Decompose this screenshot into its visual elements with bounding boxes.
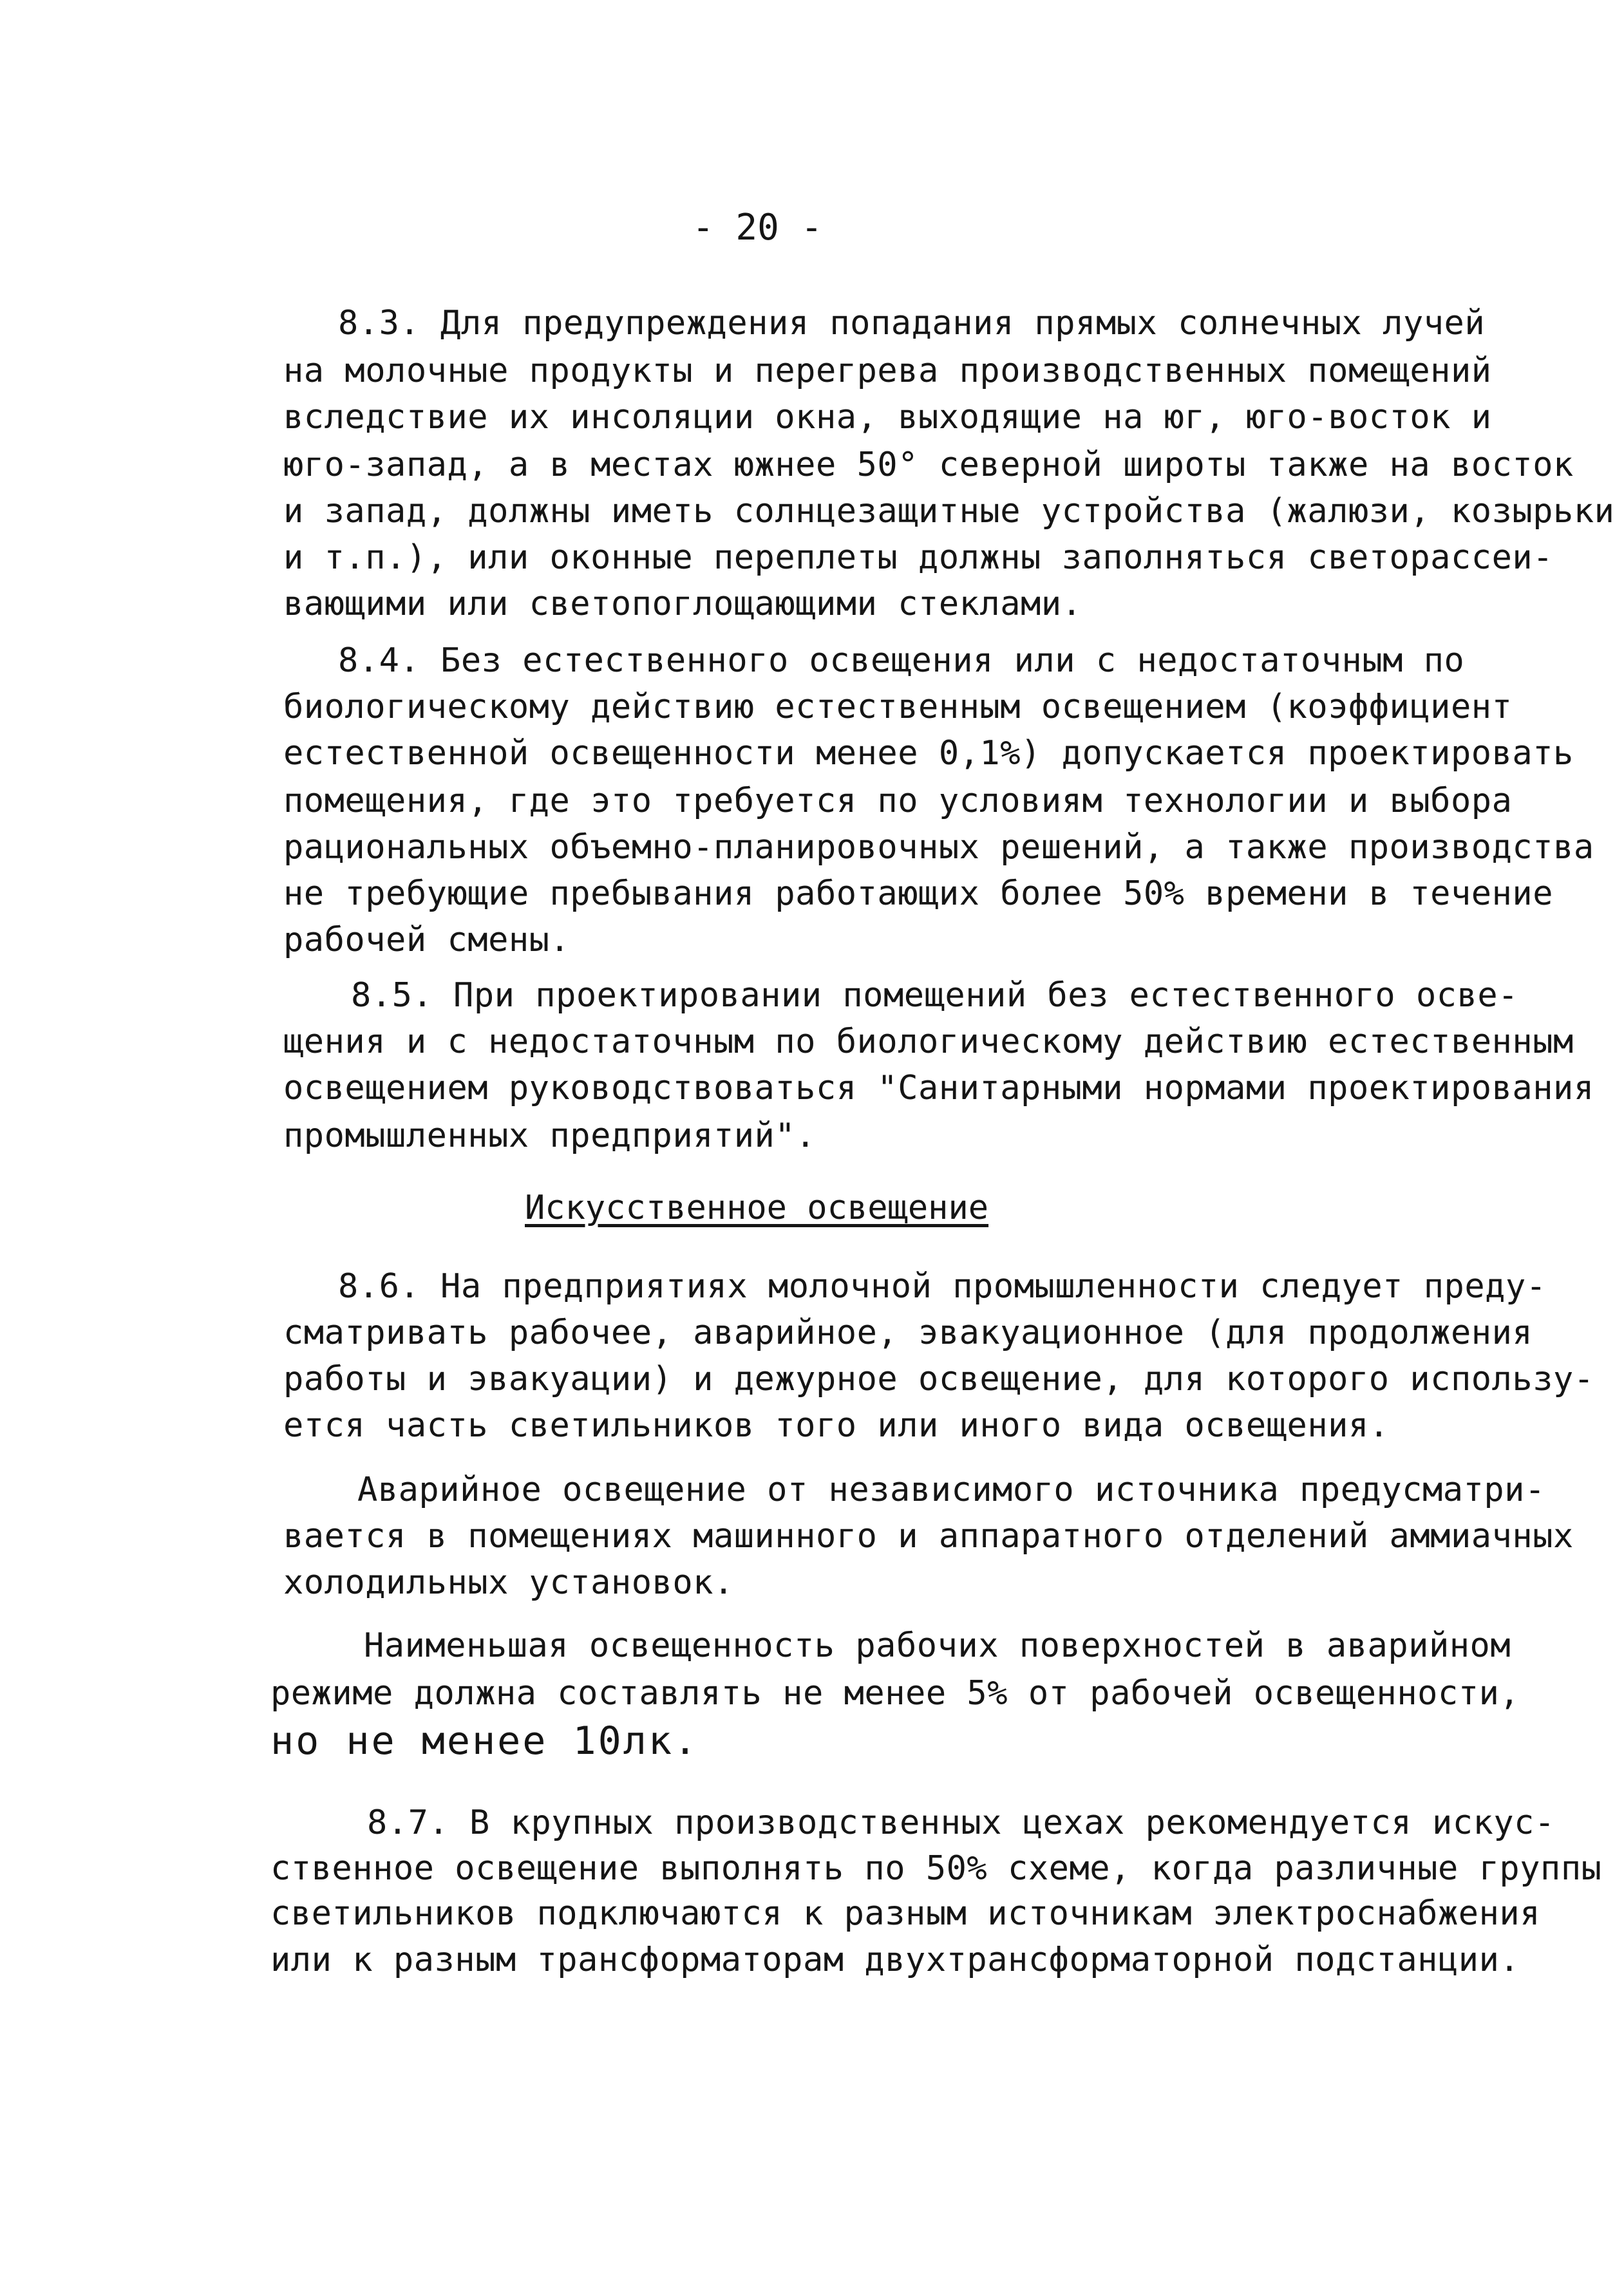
paragraph-line: 8.3. Для предупреждения попадания прямых солнечных лучей	[338, 304, 1486, 343]
paragraph-line: 8.5. При проектировании помещений без естественного осве-	[351, 976, 1518, 1015]
paragraph-line: Аварийное освещение от независимого источника предусматри-	[357, 1471, 1545, 1509]
paragraph-line: работы и эвакуации) и дежурное освещение, для которого использу-	[283, 1360, 1594, 1398]
paragraph-line: вающими или светопоглощающими стеклами.	[283, 585, 1082, 623]
paragraph-line: и запад, должны иметь солнцезащитные устройства (жалюзи, козырьки	[283, 492, 1615, 531]
paragraph-line: 8.6. На предприятиях молочной промышленности следует преду-	[338, 1267, 1547, 1306]
paragraph-line: рациональных объемно-планировочных решений, а также производства	[283, 828, 1594, 867]
paragraph-line: щения и с недостаточным по биологическому действию естественным	[283, 1022, 1574, 1061]
section-heading: Искусственное освещение	[525, 1189, 989, 1227]
paragraph-line: биологическому действию естественным освещением (коэффициент	[283, 688, 1513, 726]
paragraph-line: холодильных установок.	[283, 1563, 734, 1602]
paragraph-line: помещения, где это требуется по условиям технологии и выбора	[283, 782, 1513, 820]
paragraph-line: сматривать рабочее, аварийное, эвакуационное (для продолжения	[283, 1313, 1533, 1352]
paragraph-line: естественной освещенности менее 0,1%) допускается проектировать	[283, 734, 1574, 773]
paragraph-line: ственное освещение выполнять по 50% схеме, когда различные группы	[270, 1849, 1602, 1888]
paragraph-line: светильников подключаются к разным источникам электроснабжения	[270, 1894, 1541, 1933]
page-number: - 20 -	[692, 207, 823, 249]
paragraph-line: не требующие пребывания работающих более 50% времени в течение	[283, 874, 1554, 913]
paragraph-line: вследствие их инсоляции окна, выходящие на юг, юго-восток и	[283, 398, 1492, 437]
paragraph-line: режиме должна составлять не менее 5% от рабочей освещенности,	[270, 1674, 1520, 1713]
paragraph-line: 8.4. Без естественного освещения или с недостаточным по	[338, 641, 1465, 680]
paragraph-line: освещением руководствоваться "Санитарными нормами проектирования	[283, 1069, 1594, 1107]
paragraph-line: или к разным трансформаторам двухтрансформаторной подстанции.	[270, 1941, 1520, 1979]
paragraph-line: Наименьшая освещенность рабочих поверхностей в аварийном	[364, 1626, 1511, 1665]
paragraph-line: вается в помещениях машинного и аппаратного отделений аммиачных	[283, 1517, 1574, 1556]
paragraph-line: на молочные продукты и перегрева производственных помещений	[283, 352, 1492, 390]
paragraph-line: юго-запад, а в местах южнее 50° северной широты также на восток	[283, 446, 1574, 484]
paragraph-line: 8.7. В крупных производственных цехах рекомендуется искус-	[367, 1803, 1555, 1842]
paragraph-line: и т.п.), или оконные переплеты должны заполняться светорассеи-	[283, 538, 1554, 577]
paragraph-line: рабочей смены.	[283, 921, 571, 959]
paragraph-line: ется часть светильников того или иного вида освещения.	[283, 1406, 1390, 1445]
paragraph-line: но не менее 10лк.	[270, 1718, 699, 1764]
paragraph-line: промышленных предприятий".	[283, 1116, 816, 1155]
